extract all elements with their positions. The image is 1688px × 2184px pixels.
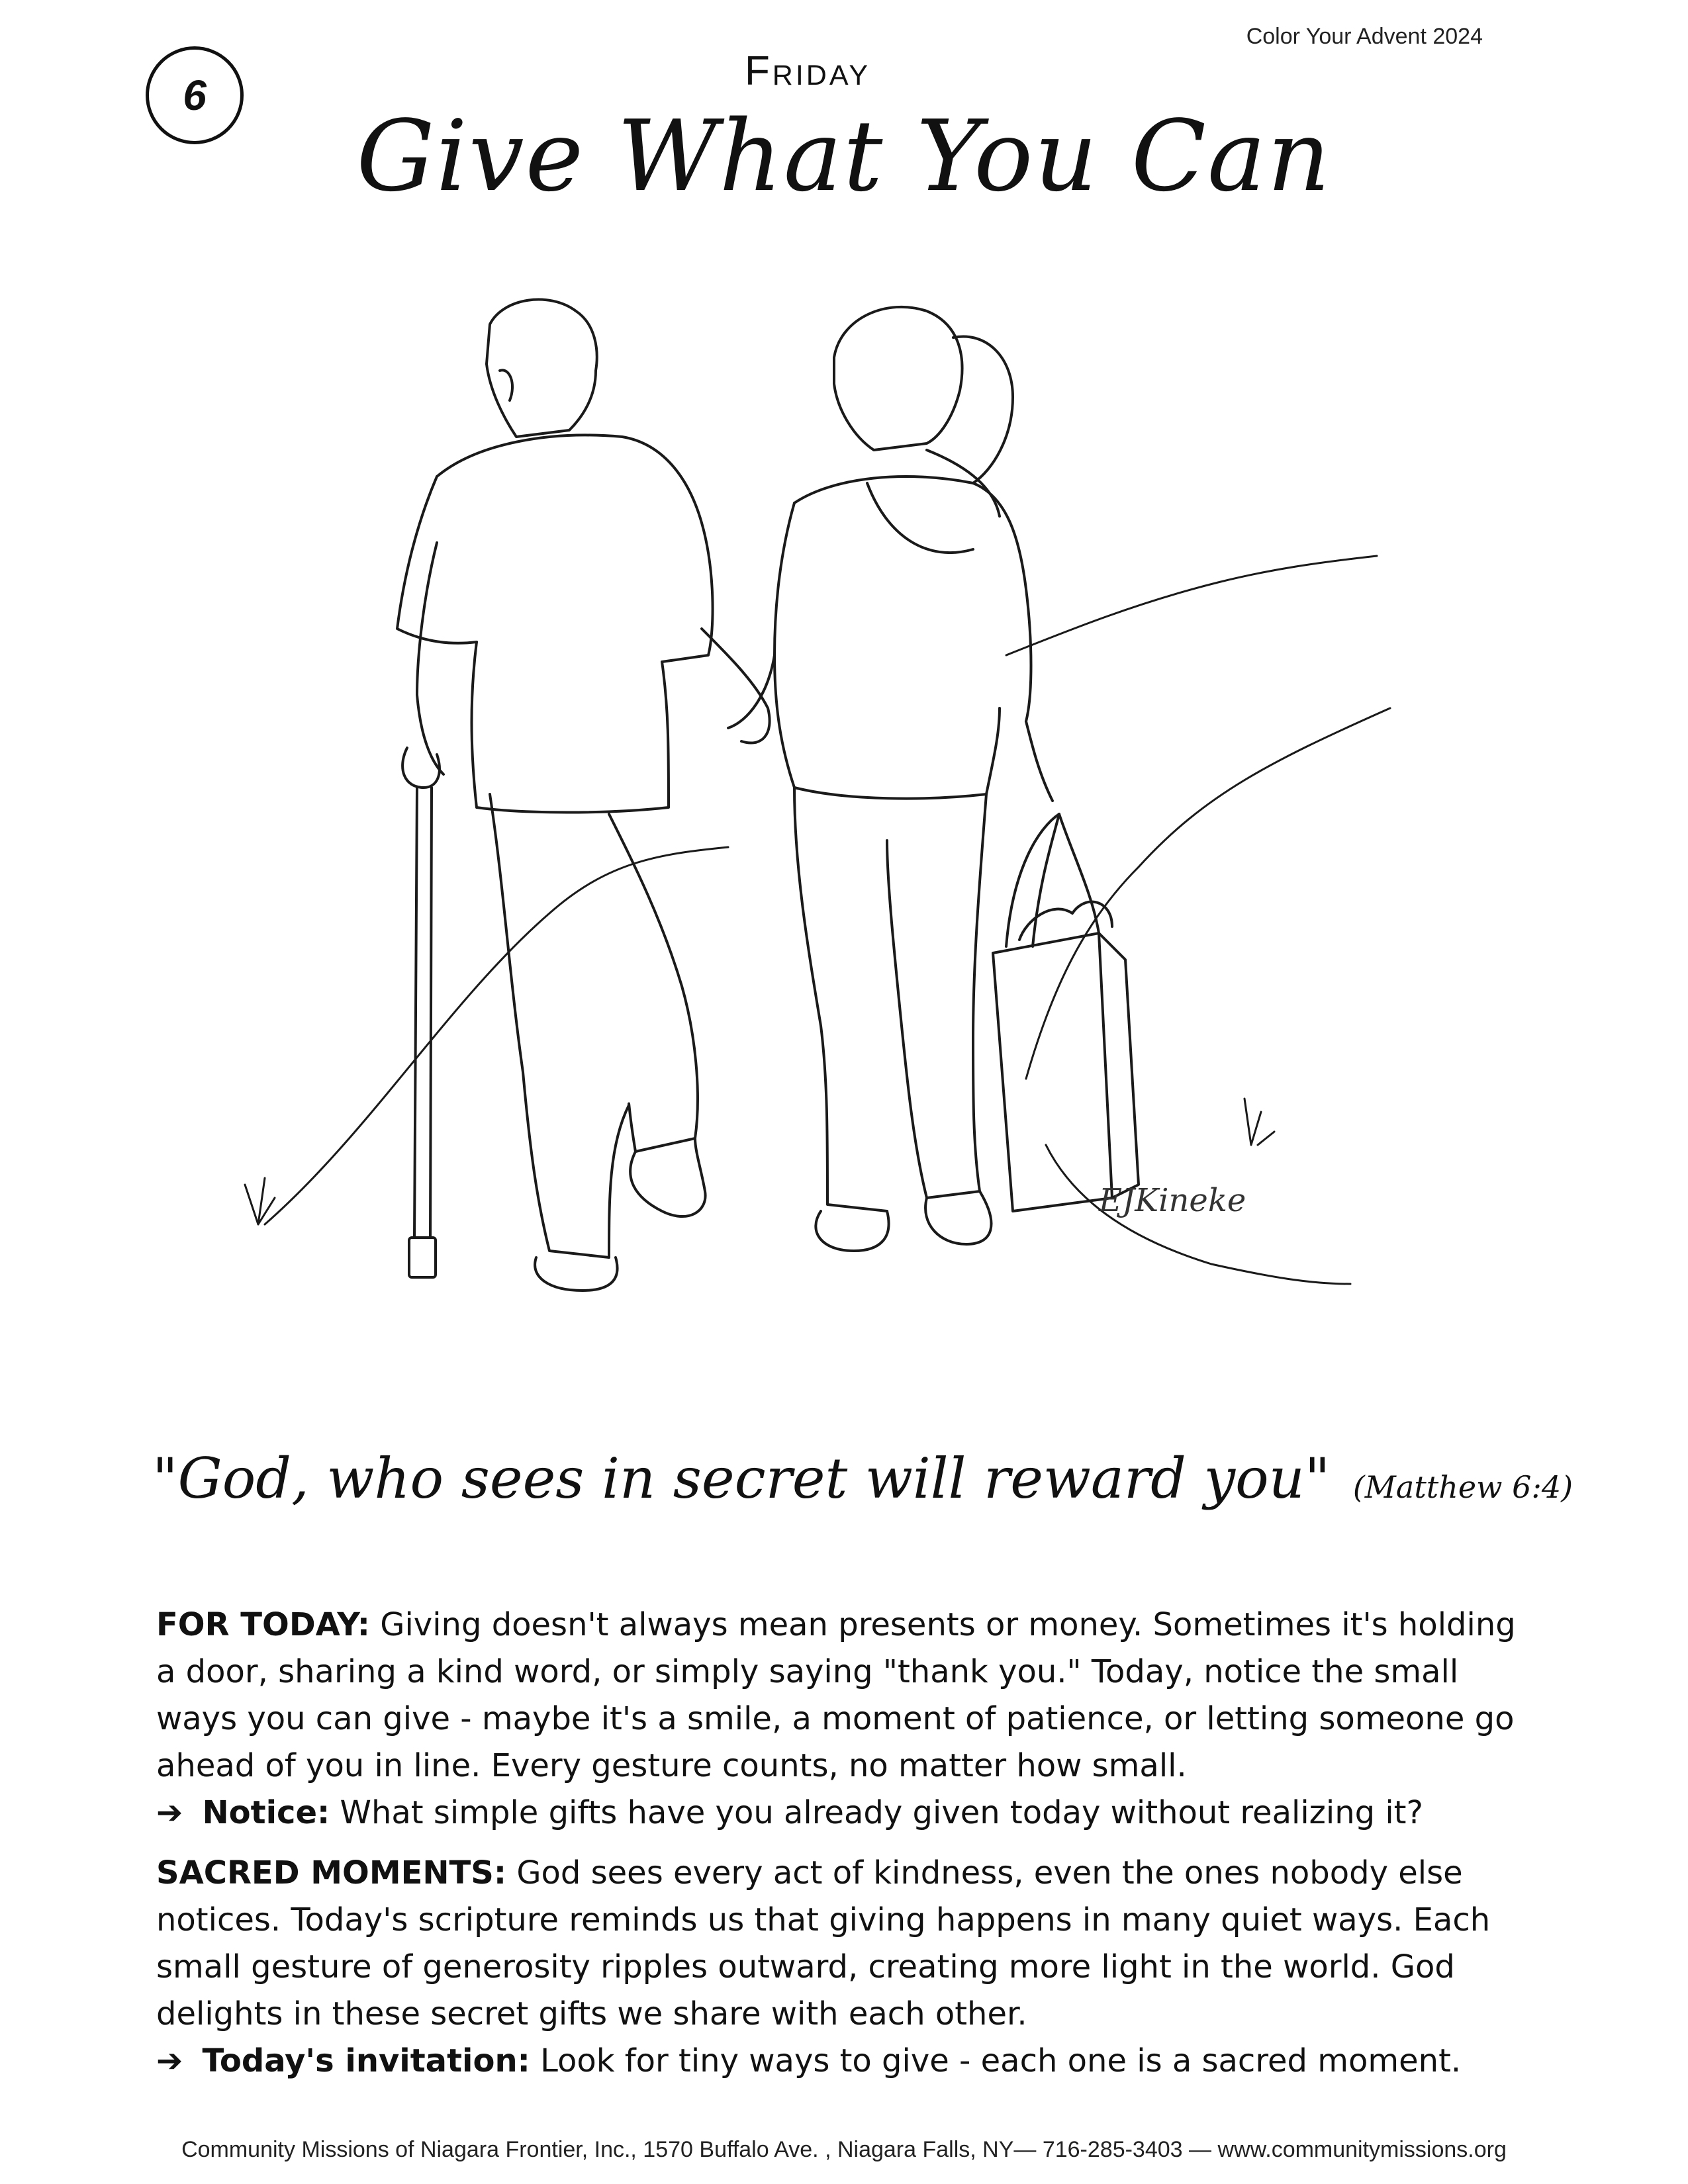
arrow-icon: ➔ <box>156 1794 183 1831</box>
day-number: 6 <box>183 71 207 119</box>
woman-figure <box>774 307 1053 1251</box>
sacred-moments-paragraph <box>156 1850 1533 2038</box>
quote-citation: (Matthew 6:4) <box>1352 1469 1573 1505</box>
page-title: Give What You Can <box>356 99 1332 213</box>
sacred-moments-label: SACRED MOMENTS: <box>156 1854 507 1891</box>
notice-line <box>156 1790 1533 1837</box>
weekday-heading <box>0 48 1688 95</box>
man-figure <box>397 300 713 1291</box>
invitation-label: Today's invitation: <box>202 2042 530 2079</box>
sacred-moments-text: God sees every act of kindness, even the ones nobody else notices. Today's scripture reminds us that giving happens in many quiet ways. Each small gesture of generosity ripples outward, creating more light in the world. God delights in these secret gifts we share with each other. <box>156 1854 1491 2032</box>
cane <box>409 788 436 1277</box>
invitation-line <box>156 2038 1533 2085</box>
invitation-text: Look for tiny ways to give - each one is a sacred moment. <box>540 2042 1462 2079</box>
weekday-label: Friday <box>744 48 871 94</box>
notice-label: Notice: <box>202 1794 330 1831</box>
scripture-quote <box>152 1446 1573 1511</box>
devotional-body <box>156 1602 1533 2085</box>
coloring-illustration <box>238 285 1470 1357</box>
quote-text: "God, who sees in secret will reward you" <box>152 1446 1331 1511</box>
footer-contact: Community Missions of Niagara Frontier, Inc., 1570 Buffalo Ave. , Niagara Falls, NY— 716-285-3403 — www.communitymissions.org <box>181 2137 1507 2162</box>
for-today-text: Giving doesn't always mean presents or money. Sometimes it's holding a door, sharing a kind word, or simply saying "thank you." Today, notice the small ways you can give - maybe it's a smile, a moment of patience, or letting someone go ahead of you in line. Every gesture counts, no matter how small. <box>156 1606 1516 1784</box>
linked-arms <box>702 629 774 743</box>
arrow-icon: ➔ <box>156 2042 183 2079</box>
series-title: Color Your Advent 2024 <box>1246 24 1483 49</box>
for-today-paragraph <box>156 1602 1533 1790</box>
artist-signature: EJKineke <box>1099 1182 1246 1219</box>
notice-text: What simple gifts have you already given today without realizing it? <box>340 1794 1423 1831</box>
for-today-label: FOR TODAY: <box>156 1606 370 1643</box>
shopping-bag <box>993 814 1139 1211</box>
